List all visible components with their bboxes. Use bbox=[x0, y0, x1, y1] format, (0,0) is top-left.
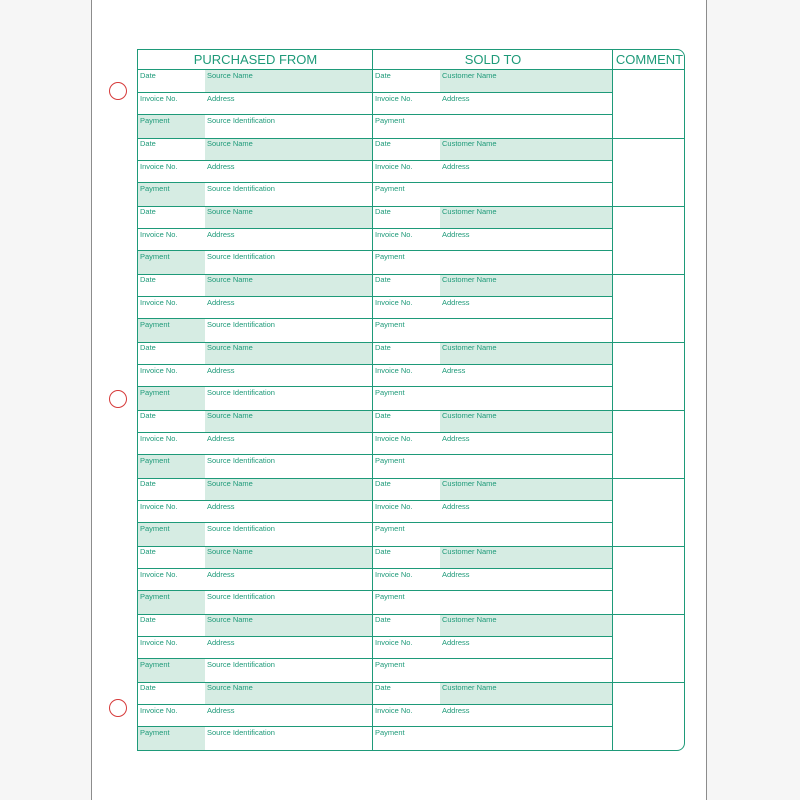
source-name-field[interactable]: Source Name bbox=[205, 70, 372, 93]
ledger-entry bbox=[138, 274, 684, 342]
date-field[interactable]: Date bbox=[138, 138, 205, 161]
source-address-field[interactable]: Address bbox=[205, 161, 372, 184]
customer-blank-field[interactable] bbox=[440, 727, 612, 750]
source-address-field[interactable]: Address bbox=[205, 501, 372, 524]
entry-divider bbox=[138, 206, 684, 207]
payment-field[interactable]: Payment bbox=[138, 251, 205, 274]
binder-hole-middle bbox=[109, 390, 127, 408]
ledger-entry bbox=[138, 138, 684, 206]
entry-divider bbox=[138, 342, 684, 343]
customer-blank-field[interactable] bbox=[440, 319, 612, 342]
customer-address-field[interactable]: Address bbox=[440, 637, 612, 660]
payment-field[interactable]: Payment bbox=[138, 523, 205, 546]
customer-name-field[interactable]: Customer Name bbox=[440, 70, 612, 93]
invoice-no-field[interactable]: Invoice No. bbox=[138, 569, 205, 592]
sold-date-field[interactable]: Date bbox=[373, 410, 440, 433]
header-comment: COMMENT bbox=[613, 50, 685, 70]
source-identification-field[interactable]: Source Identification bbox=[207, 660, 275, 670]
date-field[interactable]: Date bbox=[138, 614, 205, 637]
customer-name-field[interactable]: Customer Name bbox=[440, 546, 612, 569]
invoice-no-field[interactable]: Invoice No. bbox=[138, 433, 205, 456]
sold-date-field[interactable]: Date bbox=[373, 206, 440, 229]
payment-field[interactable]: Payment bbox=[138, 115, 205, 138]
source-name-field[interactable]: Source Name bbox=[205, 682, 372, 705]
ledger-entry bbox=[138, 410, 684, 478]
source-address-field[interactable]: Address bbox=[205, 569, 372, 592]
header-purchased-from: PURCHASED FROM bbox=[138, 50, 373, 70]
sold-payment-field[interactable]: Payment bbox=[375, 728, 405, 738]
source-name-field[interactable]: Source Name bbox=[205, 410, 372, 433]
sold-invoice-no-field[interactable]: Invoice No. bbox=[373, 365, 440, 388]
customer-name-field[interactable]: Customer Name bbox=[440, 274, 612, 297]
invoice-no-field[interactable]: Invoice No. bbox=[138, 501, 205, 524]
ledger-entry bbox=[138, 478, 684, 546]
sold-payment-field[interactable]: Payment bbox=[375, 660, 405, 670]
customer-address-field[interactable]: Address bbox=[440, 161, 612, 184]
comment-field[interactable] bbox=[613, 410, 685, 478]
customer-name-field[interactable]: Customer Name bbox=[440, 682, 612, 705]
comment-field[interactable] bbox=[613, 546, 685, 614]
source-identification-field[interactable]: Source Identification bbox=[207, 728, 275, 738]
comment-field[interactable] bbox=[613, 614, 685, 682]
customer-name-field[interactable]: Customer Name bbox=[440, 478, 612, 501]
customer-address-field[interactable]: Address bbox=[440, 433, 612, 456]
comment-field[interactable] bbox=[613, 138, 685, 206]
entry-divider bbox=[138, 614, 684, 615]
customer-address-field[interactable]: Address bbox=[440, 229, 612, 252]
sold-payment-field[interactable]: Payment bbox=[375, 116, 405, 126]
date-field[interactable]: Date bbox=[138, 70, 205, 93]
entry-divider bbox=[138, 478, 684, 479]
invoice-no-field[interactable]: Invoice No. bbox=[138, 93, 205, 116]
date-field[interactable]: Date bbox=[138, 342, 205, 365]
ledger-entry bbox=[138, 206, 684, 274]
invoice-no-field[interactable]: Invoice No. bbox=[138, 297, 205, 320]
customer-name-field[interactable]: Customer Name bbox=[440, 206, 612, 229]
date-field[interactable]: Date bbox=[138, 206, 205, 229]
ledger-entry bbox=[138, 70, 684, 138]
sold-invoice-no-field[interactable]: Invoice No. bbox=[373, 637, 440, 660]
ledger-entry bbox=[138, 614, 684, 682]
invoice-no-field[interactable]: Invoice No. bbox=[138, 161, 205, 184]
divider-purchased-sold bbox=[372, 50, 373, 750]
source-name-field[interactable]: Source Name bbox=[205, 206, 372, 229]
comment-field[interactable] bbox=[613, 478, 685, 546]
sold-date-field[interactable]: Date bbox=[373, 274, 440, 297]
sold-payment-field[interactable]: Payment bbox=[375, 388, 405, 398]
header-sold-to: SOLD TO bbox=[373, 50, 613, 70]
source-address-field[interactable]: Address bbox=[205, 365, 372, 388]
customer-blank-field[interactable] bbox=[440, 591, 612, 614]
customer-blank-field[interactable] bbox=[440, 523, 612, 546]
customer-blank-field[interactable] bbox=[440, 183, 612, 206]
source-address-field[interactable]: Address bbox=[205, 93, 372, 116]
source-name-field[interactable]: Source Name bbox=[205, 546, 372, 569]
ledger-form bbox=[137, 49, 685, 751]
source-address-field[interactable]: Address bbox=[205, 433, 372, 456]
invoice-no-field[interactable]: Invoice No. bbox=[138, 637, 205, 660]
customer-name-field[interactable]: Customer Name bbox=[440, 138, 612, 161]
sold-date-field[interactable]: Date bbox=[373, 546, 440, 569]
comment-field[interactable] bbox=[613, 342, 685, 410]
source-name-field[interactable]: Source Name bbox=[205, 478, 372, 501]
customer-blank-field[interactable] bbox=[440, 455, 612, 478]
payment-field[interactable]: Payment bbox=[138, 387, 205, 410]
source-identification-field[interactable]: Source Identification bbox=[207, 456, 275, 466]
source-name-field[interactable]: Source Name bbox=[205, 342, 372, 365]
sold-invoice-no-field[interactable]: Invoice No. bbox=[373, 161, 440, 184]
payment-field[interactable]: Payment bbox=[138, 183, 205, 206]
customer-blank-field[interactable] bbox=[440, 115, 612, 138]
source-address-field[interactable]: Address bbox=[205, 637, 372, 660]
invoice-no-field[interactable]: Invoice No. bbox=[138, 229, 205, 252]
sold-payment-field[interactable]: Payment bbox=[375, 524, 405, 534]
customer-blank-field[interactable] bbox=[440, 387, 612, 410]
ledger-entry bbox=[138, 342, 684, 410]
sold-invoice-no-field[interactable]: Invoice No. bbox=[373, 297, 440, 320]
date-field[interactable]: Date bbox=[138, 546, 205, 569]
date-field[interactable]: Date bbox=[138, 682, 205, 705]
entry-divider bbox=[138, 274, 684, 275]
customer-blank-field[interactable] bbox=[440, 659, 612, 682]
ledger-entry bbox=[138, 682, 684, 750]
sold-payment-field[interactable]: Payment bbox=[375, 252, 405, 262]
payment-field[interactable]: Payment bbox=[138, 727, 205, 750]
date-field[interactable]: Date bbox=[138, 274, 205, 297]
invoice-no-field[interactable]: Invoice No. bbox=[138, 365, 205, 388]
source-name-field[interactable]: Source Name bbox=[205, 274, 372, 297]
source-identification-field[interactable]: Source Identification bbox=[207, 524, 275, 534]
sold-date-field[interactable]: Date bbox=[373, 614, 440, 637]
customer-address-field[interactable]: Address bbox=[440, 297, 612, 320]
source-address-field[interactable]: Address bbox=[205, 297, 372, 320]
payment-field[interactable]: Payment bbox=[138, 659, 205, 682]
date-field[interactable]: Date bbox=[138, 478, 205, 501]
source-name-field[interactable]: Source Name bbox=[205, 138, 372, 161]
sold-date-field[interactable]: Date bbox=[373, 342, 440, 365]
source-identification-field[interactable]: Source Identification bbox=[207, 116, 275, 126]
sold-date-field[interactable]: Date bbox=[373, 138, 440, 161]
payment-field[interactable]: Payment bbox=[138, 591, 205, 614]
source-address-field[interactable]: Address bbox=[205, 229, 372, 252]
sold-invoice-no-field[interactable]: Invoice No. bbox=[373, 433, 440, 456]
customer-address-field[interactable]: Address bbox=[440, 705, 612, 728]
customer-name-field[interactable]: Customer Name bbox=[440, 410, 612, 433]
comment-field[interactable] bbox=[613, 206, 685, 274]
source-identification-field[interactable]: Source Identification bbox=[207, 320, 275, 330]
invoice-no-field[interactable]: Invoice No. bbox=[138, 705, 205, 728]
customer-address-field[interactable]: Address bbox=[440, 501, 612, 524]
date-field[interactable]: Date bbox=[138, 410, 205, 433]
binder-hole-bottom bbox=[109, 699, 127, 717]
entry-divider bbox=[138, 138, 684, 139]
payment-field[interactable]: Payment bbox=[138, 319, 205, 342]
sold-payment-field[interactable]: Payment bbox=[375, 320, 405, 330]
source-name-field[interactable]: Source Name bbox=[205, 614, 372, 637]
entry-divider bbox=[138, 410, 684, 411]
sold-date-field[interactable]: Date bbox=[373, 682, 440, 705]
sold-date-field[interactable]: Date bbox=[373, 70, 440, 93]
comment-field[interactable] bbox=[613, 274, 685, 342]
binder-hole-top bbox=[109, 82, 127, 100]
sold-date-field[interactable]: Date bbox=[373, 478, 440, 501]
source-identification-field[interactable]: Source Identification bbox=[207, 184, 275, 194]
source-identification-field[interactable]: Source Identification bbox=[207, 388, 275, 398]
sold-payment-field[interactable]: Payment bbox=[375, 184, 405, 194]
entry-divider bbox=[138, 546, 684, 547]
comment-field[interactable] bbox=[613, 70, 685, 138]
comment-field[interactable] bbox=[613, 682, 685, 750]
sold-invoice-no-field[interactable]: Invoice No. bbox=[373, 229, 440, 252]
divider-sold-comment bbox=[612, 50, 613, 750]
sold-invoice-no-field[interactable]: Invoice No. bbox=[373, 705, 440, 728]
payment-field[interactable]: Payment bbox=[138, 455, 205, 478]
customer-name-field[interactable]: Customer Name bbox=[440, 342, 612, 365]
source-identification-field[interactable]: Source Identification bbox=[207, 592, 275, 602]
customer-address-field[interactable]: Address bbox=[440, 569, 612, 592]
source-address-field[interactable]: Address bbox=[205, 705, 372, 728]
entry-divider bbox=[138, 682, 684, 683]
sold-payment-field[interactable]: Payment bbox=[375, 592, 405, 602]
sold-invoice-no-field[interactable]: Invoice No. bbox=[373, 501, 440, 524]
customer-address-field[interactable]: Address bbox=[440, 93, 612, 116]
sold-payment-field[interactable]: Payment bbox=[375, 456, 405, 466]
customer-name-field[interactable]: Customer Name bbox=[440, 614, 612, 637]
customer-blank-field[interactable] bbox=[440, 251, 612, 274]
customer-address-field[interactable]: Adress bbox=[440, 365, 612, 388]
ledger-entry bbox=[138, 546, 684, 614]
sold-invoice-no-field[interactable]: Invoice No. bbox=[373, 93, 440, 116]
sold-invoice-no-field[interactable]: Invoice No. bbox=[373, 569, 440, 592]
source-identification-field[interactable]: Source Identification bbox=[207, 252, 275, 262]
